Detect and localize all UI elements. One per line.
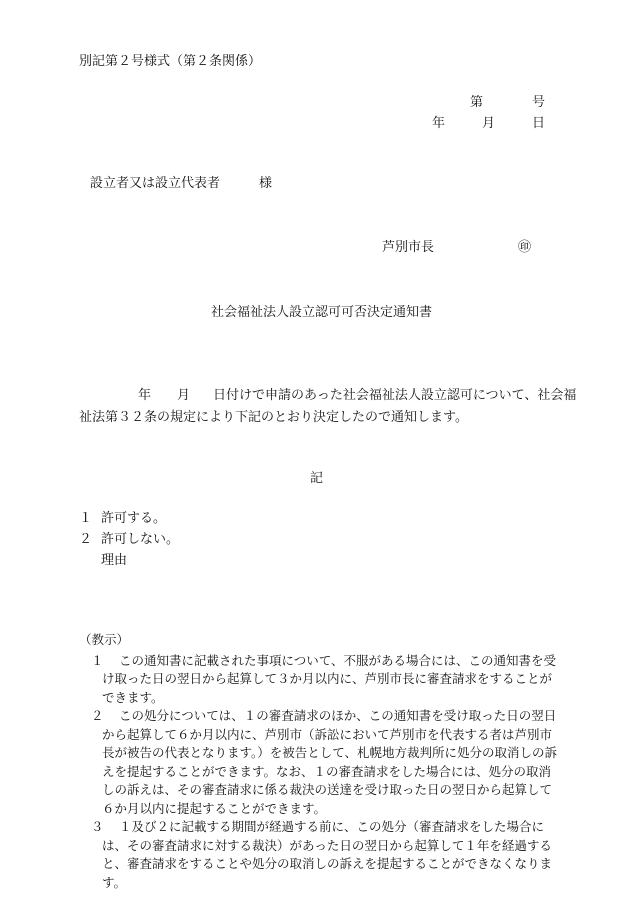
addressee: 設立者又は設立代表者 様 <box>90 176 273 191</box>
doc-number-suffix: 号 <box>532 95 546 110</box>
intro-month: 月 <box>177 388 191 403</box>
notice-item-text: １及び２に記載する期間が経過する前に、この処分（審査請求をした場合には、その審査請求に対する裁決）があった日の翌日から起算して１年を経過すると、審査請求をすることや処分の取消しの訴えを提起することができなくなります。 <box>102 819 553 890</box>
date-month: 月 <box>482 116 496 131</box>
seal-mark: ㊞ <box>518 240 532 255</box>
notice-item <box>79 652 559 708</box>
decision-num-1: １ <box>79 511 93 526</box>
intro-text-line1: 日付けで申請のあった社会福祉法人設立認可について、社会福 <box>213 388 577 403</box>
notice-item-num: ３ <box>91 819 104 834</box>
doc-number-prefix: 第 <box>470 95 484 110</box>
notice-item <box>79 818 559 892</box>
notice-item-text: この通知書に記載された事項について、不服がある場合には、この通知書を受け取った日の翌日から起算して３か月以内に、芦別市長に審査請求をすることができます。 <box>102 652 557 705</box>
notice-item-num: １ <box>91 652 104 668</box>
notice-item <box>79 707 559 818</box>
issuer-title: 芦別市長 <box>382 240 435 255</box>
ki-heading: 記 <box>310 471 324 486</box>
notice-item-num: ２ <box>91 708 104 723</box>
intro-year: 年 <box>138 388 152 403</box>
document-title: 社会福祉法人設立認可可否決定通知書 <box>211 305 433 320</box>
notice-section <box>79 631 559 892</box>
decision-text-2: 許可しない。 <box>101 532 180 547</box>
decision-text-1: 許可する。 <box>101 511 167 526</box>
notice-heading: （教示） <box>79 632 130 647</box>
date-day: 日 <box>532 116 546 131</box>
decision-num-2: ２ <box>79 532 93 547</box>
form-label: 別記第２号様式（第２条関係） <box>79 54 262 69</box>
intro-text-line2: 祉法第３２条の規定により下記のとおり決定したので通知します。 <box>79 410 468 425</box>
date-year: 年 <box>432 116 446 131</box>
reason-label: 理由 <box>101 553 128 568</box>
notice-item-text: この処分については、１の審査請求のほか、この通知書を受け取った日の翌日から起算して６か月以内に、芦別市（訴訟において芦別市を代表する者は芦別市長が被告の代表となります。）を被告として、札幌地方裁判所に処分の取消しの訴えを提起することができます。なお、１の審査請求をした場合には、処分の取消しの訴えは、その審査請求に係る裁決の送達を受け取った日の翌日から起算して６か月以内に提起することができます。 <box>102 708 558 816</box>
